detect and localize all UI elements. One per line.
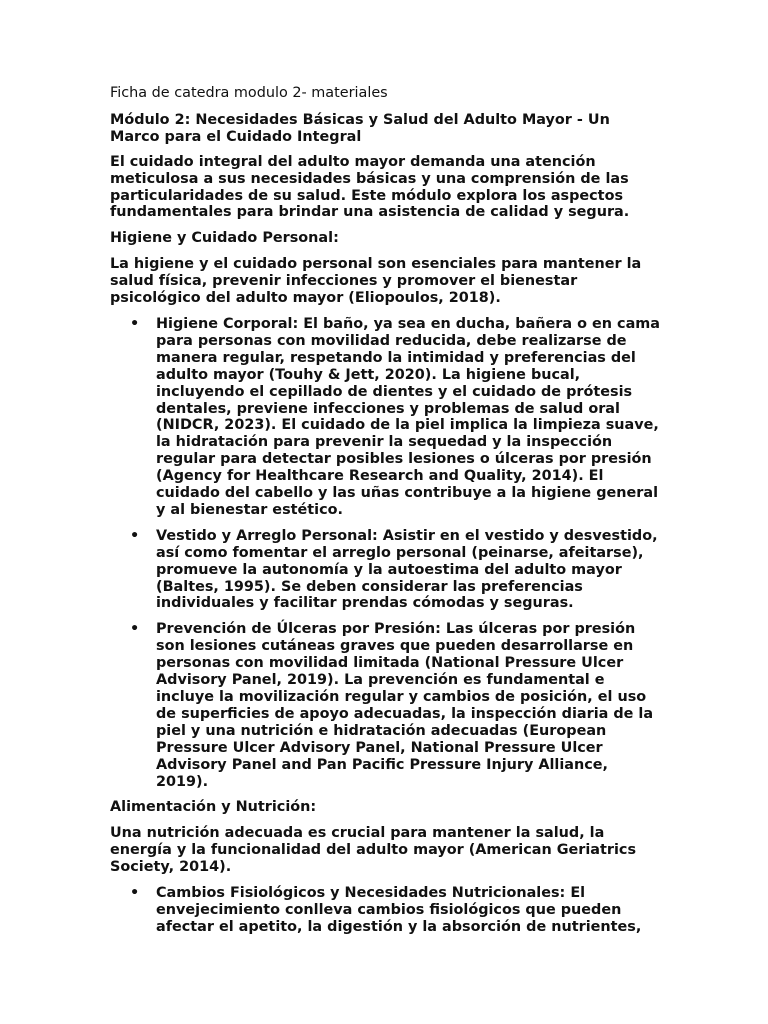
list-item	[110, 621, 662, 790]
section-heading-higiene: Higiene y Cuidado Personal:	[110, 230, 339, 247]
section-paragraph-higiene: La higiene y el cuidado personal son esenciales para mantener la salud física, prevenir infecciones y promover el bienestar psicológico del adulto mayor (Eliopoulos, 2018).	[110, 256, 642, 307]
document-title: Ficha de catedra modulo 2- materiales	[110, 85, 388, 101]
list-item-text: Cambios Fisiológicos y Necesidades Nutricionales: El envejecimiento conlleva cambios fisiológicos que pueden afectar el apetito, la digestión y la absorción de nutrientes,	[156, 885, 642, 935]
list-item	[110, 528, 662, 613]
list-item	[110, 316, 662, 519]
list-item	[110, 885, 662, 936]
bullet-icon: •	[130, 315, 140, 332]
list-item-text: Vestido y Arreglo Personal: Asistir en el vestido y desvestido, así como fomentar el arreglo personal (peinarse, afeitarse), promueve la autonomía y la autoestima del adulto mayor (Baltes, 1995). Se deben considerar las preferencias individuales y facilitar prendas cómodas y seguras.	[156, 527, 658, 612]
bullet-list-alimentacion	[110, 885, 662, 936]
bullet-list-higiene	[110, 316, 662, 790]
section-heading-alimentacion: Alimentación y Nutrición:	[110, 799, 317, 816]
bullet-icon: •	[130, 885, 140, 902]
section-paragraph-alimentacion: Una nutrición adecuada es crucial para mantener la salud, la energía y la funcionalidad del adulto mayor (American Geriatrics Society, 2014).	[110, 825, 637, 876]
bullet-icon: •	[130, 621, 140, 638]
list-item-text: Prevención de Úlceras por Presión: Las úlceras por presión son lesiones cutáneas graves que pueden desarrollarse en personas con movilidad limitada (National Pressure Ulcer Advisory Panel, 2019). La prevención es fundamental e incluye la movilización regular y cambios de posición, el uso de superficies de apoyo adecuadas, la inspección diaria de la piel y una nutrición e hidratación adecuadas (European Pressure Ulcer Advisory Panel, National Pressure Ulcer Advisory Panel and Pan Pacific Pressure Injury Alliance, 2019).	[156, 621, 654, 790]
bullet-icon: •	[130, 527, 140, 544]
document-page	[110, 85, 662, 945]
intro-paragraph: El cuidado integral del adulto mayor demanda una atención meticulosa a sus necesidades básicas y una comprensión de las particularidades de su salud. Este módulo explora los aspectos fundamentales para brindar una asistencia de calidad y segura.	[110, 153, 630, 221]
list-item-text: Higiene Corporal: El baño, ya sea en ducha, bañera o en cama para personas con movilidad reducida, debe realizarse de manera regular, respetando la intimidad y preferencias del adulto mayor (Touhy & Jett, 2020). La higiene bucal, incluyendo el cepillado de dientes y el cuidado de prótesis dentales, previene infecciones y problemas de salud oral (NIDCR, 2023). El cuidado de la piel implica la limpieza suave, la hidratación para prevenir la sequedad y la inspección regular para detectar posibles lesiones o úlceras por presión (Agency for Healthcare Research and Quality, 2014). El cuidado del cabello y las uñas contribuye a la higiene general y al bienestar estético.	[156, 315, 660, 518]
module-subtitle: Módulo 2: Necesidades Básicas y Salud del Adulto Mayor - Un Marco para el Cuidado Integral	[110, 111, 610, 145]
